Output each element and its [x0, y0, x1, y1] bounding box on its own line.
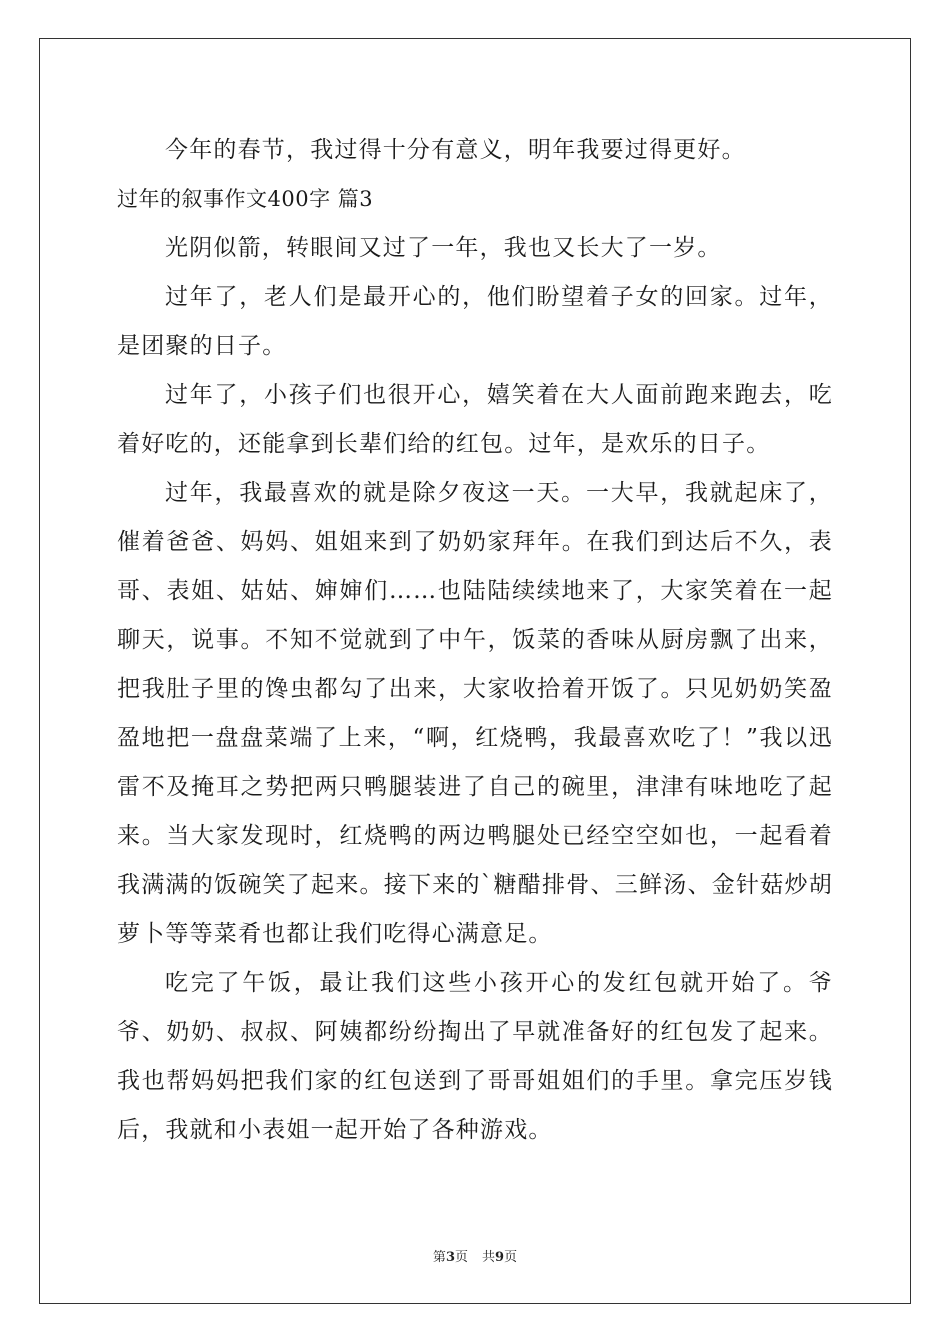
page-footer	[0, 1246, 950, 1265]
page-current: 3	[445, 1250, 455, 1265]
page-total: 9	[495, 1250, 505, 1265]
total-prefix: 共	[482, 1250, 496, 1265]
section-heading: 过年的叙事作文400字 篇3	[117, 187, 374, 211]
page-unit: 页	[454, 1250, 468, 1265]
paragraph-4: 过年，我最喜欢的就是除夕夜这一天。一大早，我就起床了，催着爸爸、妈妈、姐姐来到了奶奶家拜年。在我们到达后不久，表哥、表姐、姑姑、婶婶们……也陆陆续续地来了，大家笑着在一起聊天，说事。不知不觉就到了中午，饭菜的香味从厨房飘了出来，把我肚子里的馋虫都勾了出来，大家收拾着开饭了。只见奶奶笑盈盈地把一盘盘菜端了上来，“啊，红烧鸭，我最喜欢吃了！”我以迅雷不及掩耳之势把两只鸭腿装进了自己的碗里，津津有味地吃了起来。当大家发现时，红烧鸭的两边鸭腿处已经空空如也，一起看着我满满的饭碗笑了起来。接下来的`糖醋排骨、三鲜汤、金针菇炒胡萝卜等等菜肴也都让我们吃得心满意足。	[117, 480, 833, 947]
document-body	[117, 126, 833, 1155]
total-unit: 页	[504, 1250, 518, 1265]
paragraph-3: 过年了，小孩子们也很开心，嬉笑着在大人面前跑来跑去，吃着好吃的，还能拿到长辈们给的红包。过年，是欢乐的日子。	[117, 382, 833, 457]
page-prefix: 第	[432, 1250, 446, 1265]
intro-paragraph: 今年的春节，我过得十分有意义，明年我要过得更好。	[165, 137, 746, 163]
paragraph-5: 吃完了午饭，最让我们这些小孩开心的发红包就开始了。爷爷、奶奶、叔叔、阿姨都纷纷掏出了早就准备好的红包发了起来。我也帮妈妈把我们家的红包送到了哥哥姐姐们的手里。拿完压岁钱后，我就和小表姐一起开始了各种游戏。	[117, 970, 833, 1143]
paragraph-2: 过年了，老人们是最开心的，他们盼望着子女的回家。过年，是团聚的日子。	[117, 284, 833, 359]
paragraph-1: 光阴似箭，转眼间又过了一年，我也又长大了一岁。	[165, 235, 722, 261]
